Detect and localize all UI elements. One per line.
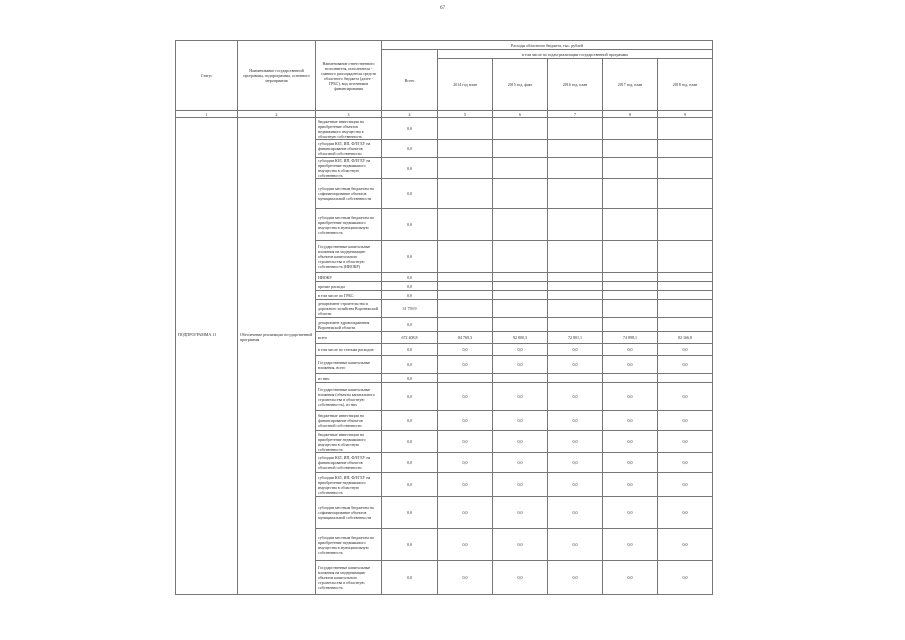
cell-value: 0,0 <box>493 473 548 497</box>
subprogram-name: Обеспечение реализации государственной программы <box>238 332 316 595</box>
row-total: 0,0 <box>382 158 438 179</box>
row-total: 0,0 <box>382 241 438 273</box>
cell-value: 84 769,3 <box>438 332 493 344</box>
row-label: Государственные капитальные вложения на модернизацию объектов капитального строительства в областную собственность <box>316 561 382 595</box>
cell-value: 0,0 <box>548 344 603 356</box>
cell-value: 0,0 <box>548 529 603 561</box>
row-label: субсидии ЮЛ, ИП, ФЛ/ГБУ на приобретение недвижимого имущества в областную собственность <box>316 158 382 179</box>
cell-value: 0,0 <box>438 411 493 431</box>
cell-value: 0,0 <box>658 473 713 497</box>
cell-value: 0,0 <box>658 411 713 431</box>
column-number-row <box>176 111 713 118</box>
header-expenses: Расходы областного бюджета, тыс. рублей <box>382 41 713 50</box>
cell-value: 0,0 <box>382 383 438 411</box>
column-number: 8 <box>603 111 658 118</box>
table-row <box>176 282 713 291</box>
budget-table <box>175 40 713 595</box>
header-breakdown: в том числе по годам реализации государственной программы <box>438 50 713 59</box>
cell-value: 0,0 <box>382 473 438 497</box>
row-label: субсидии местным бюджетам на приобретение недвижимого имущества в муниципальную собственность <box>316 209 382 241</box>
row-total: 0,0 <box>382 209 438 241</box>
cell-value: 0,0 <box>548 383 603 411</box>
table-row <box>176 209 713 241</box>
cell-value: 72 801,1 <box>548 332 603 344</box>
column-number: 5 <box>438 111 493 118</box>
cell-value: 0,0 <box>382 497 438 529</box>
header-year: 2016 год, план <box>548 59 603 111</box>
row-label: бюджетные инвестиции на приобретение недвижимого имущества в областную собственность <box>316 431 382 453</box>
cell-value: 0,0 <box>603 344 658 356</box>
cell-value: 0,0 <box>603 453 658 473</box>
row-label: субсидии ЮЛ, ИП, ФЛ/ГБУ на финансирование объектов областной собственности <box>316 453 382 473</box>
row-total: 0,0 <box>382 118 438 140</box>
cell-value: 0,0 <box>548 453 603 473</box>
cell-value: 0,0 <box>493 497 548 529</box>
row-label: в том числе по ГРБС: <box>316 291 382 300</box>
cell-value: 0,0 <box>603 431 658 453</box>
cell-value: 0,0 <box>603 529 658 561</box>
cell-value: 0,0 <box>382 529 438 561</box>
cell-value: 0,0 <box>548 411 603 431</box>
cell-value <box>658 374 713 383</box>
column-number: 9 <box>658 111 713 118</box>
cell-value: 0,0 <box>438 529 493 561</box>
row-label: прочие расходы <box>316 282 382 291</box>
header-executor: Наименование ответственного исполнителя, исполнителя - главного распорядителя средств областного бюджета (далее - ГРБС), вид источников финансирования <box>316 41 382 111</box>
row-label: бюджетные инвестиции на приобретение объектов недвижимого имущества в областную собственность <box>316 118 382 140</box>
page-bottom-margin <box>0 596 905 640</box>
cell-value: 0,0 <box>382 411 438 431</box>
cell-value: 0,0 <box>382 561 438 595</box>
cell-value: 0,0 <box>493 561 548 595</box>
cell-value: 0,0 <box>382 374 438 383</box>
cell-value: 0,0 <box>548 561 603 595</box>
cell-value: 0,0 <box>548 497 603 529</box>
row-label: департамент здравоохранения Воронежской области <box>316 318 382 332</box>
cell-value: 0,0 <box>382 431 438 453</box>
row-total: 31 759,9 <box>382 300 438 318</box>
table-row <box>176 300 713 318</box>
cell-value: 0,0 <box>382 356 438 374</box>
cell-value <box>438 374 493 383</box>
cell-value: 0,0 <box>603 356 658 374</box>
row-label: Государственные капитальные вложения на модернизацию объектов капитального строительства в областную собственность (НИОКР) <box>316 241 382 273</box>
cell-value: 0,0 <box>548 431 603 453</box>
row-label: Государственные капитальные вложения, всего <box>316 356 382 374</box>
row-total: 0,0 <box>382 291 438 300</box>
row-label: субсидии местным бюджетам на приобретение недвижимого имущества в муниципальную собственность <box>316 529 382 561</box>
cell-value: 0,0 <box>438 356 493 374</box>
header-year: 2018 год, план <box>658 59 713 111</box>
header-year: 2017 год, план <box>603 59 658 111</box>
table-row <box>176 118 713 140</box>
header-status: Статус <box>176 41 238 111</box>
subprogram-status: ПОДПРОГРАММА 11 <box>176 332 238 595</box>
cell-value: 0,0 <box>548 356 603 374</box>
cell-value: 0,0 <box>658 344 713 356</box>
cell-value: 0,0 <box>493 356 548 374</box>
row-label: субсидии местным бюджетам на софинансирование объектов муниципальной собственности <box>316 497 382 529</box>
row-label: субсидии ЮЛ, ИП, ФЛ/ГБУ на приобретение недвижимого имущества в областную собственность <box>316 473 382 497</box>
row-total: 0,0 <box>382 179 438 209</box>
cell-value: 0,0 <box>438 453 493 473</box>
row-total: 0,0 <box>382 282 438 291</box>
page-number: 67 <box>440 6 445 11</box>
header-year: 2015 год, факт <box>493 59 548 111</box>
column-number: 1 <box>176 111 238 118</box>
header-year: 2014 год план <box>438 59 493 111</box>
cell-value: 0,0 <box>658 356 713 374</box>
cell-value: 0,0 <box>603 473 658 497</box>
cell-value: 0,0 <box>658 497 713 529</box>
column-number: 6 <box>493 111 548 118</box>
cell-value: 0,0 <box>658 529 713 561</box>
row-label: НИОКР <box>316 273 382 282</box>
cell-value: 0,0 <box>438 497 493 529</box>
cell-value: 0,0 <box>382 453 438 473</box>
table-row <box>176 318 713 332</box>
column-number: 3 <box>316 111 382 118</box>
cell-value: 92 800,3 <box>493 332 548 344</box>
row-label: в том числе по статьям расходов: <box>316 344 382 356</box>
cell-value: 0,0 <box>548 473 603 497</box>
cell-value: 0,0 <box>658 383 713 411</box>
row-label: субсидии местным бюджетам на софинансирование объектов муниципальной собственности <box>316 179 382 209</box>
table-row <box>176 158 713 179</box>
table-row <box>176 332 713 344</box>
row-label: бюджетные инвестиции на финансирование объектов областной собственности <box>316 411 382 431</box>
header-program-name: Наименование государственной программы, подпрограммы, основного мероприятия <box>238 41 316 111</box>
cell-value: 0,0 <box>603 411 658 431</box>
table-row <box>176 241 713 273</box>
column-number: 7 <box>548 111 603 118</box>
row-total: 0,0 <box>382 140 438 158</box>
cell-value: 74 898,1 <box>603 332 658 344</box>
cell-value: 0,0 <box>658 431 713 453</box>
table-row <box>176 140 713 158</box>
cell-value: 0,0 <box>438 473 493 497</box>
cell-value: 0,0 <box>493 411 548 431</box>
cell-value: 0,0 <box>493 344 548 356</box>
cell-value: 0,0 <box>658 561 713 595</box>
header-total: Всего <box>382 50 438 111</box>
table-row <box>176 273 713 282</box>
cell-value: 0,0 <box>438 344 493 356</box>
row-label: субсидии ЮЛ, ИП, ФЛ/ГБУ на финансирование объектов областной собственности <box>316 140 382 158</box>
row-total: 0,0 <box>382 318 438 332</box>
cell-value: 0,0 <box>658 453 713 473</box>
row-label: из них: <box>316 374 382 383</box>
cell-value: 0,0 <box>493 453 548 473</box>
cell-value: 0,0 <box>493 431 548 453</box>
cell-value <box>493 374 548 383</box>
table-row <box>176 291 713 300</box>
cell-value: 672 408,8 <box>382 332 438 344</box>
row-label: Государственные капитальные вложения (объекты капитального строительства в областную собственность), из них <box>316 383 382 411</box>
cell-value: 0,0 <box>438 383 493 411</box>
cell-value: 0,0 <box>438 561 493 595</box>
column-number: 4 <box>382 111 438 118</box>
cell-value: 0,0 <box>438 431 493 453</box>
cell-value: 0,0 <box>603 497 658 529</box>
cell-value <box>603 374 658 383</box>
row-label: всего <box>316 332 382 344</box>
row-total: 0,0 <box>382 273 438 282</box>
cell-value: 0,0 <box>493 529 548 561</box>
cell-value: 82 166,8 <box>658 332 713 344</box>
cell-value <box>548 374 603 383</box>
cell-value: 0,0 <box>493 383 548 411</box>
cell-value: 0,0 <box>603 561 658 595</box>
cell-value: 0,0 <box>382 344 438 356</box>
cell-value: 0,0 <box>603 383 658 411</box>
column-number: 2 <box>238 111 316 118</box>
row-label: департамент строительства и дорожного хозяйства Воронежской области <box>316 300 382 318</box>
table-row <box>176 179 713 209</box>
